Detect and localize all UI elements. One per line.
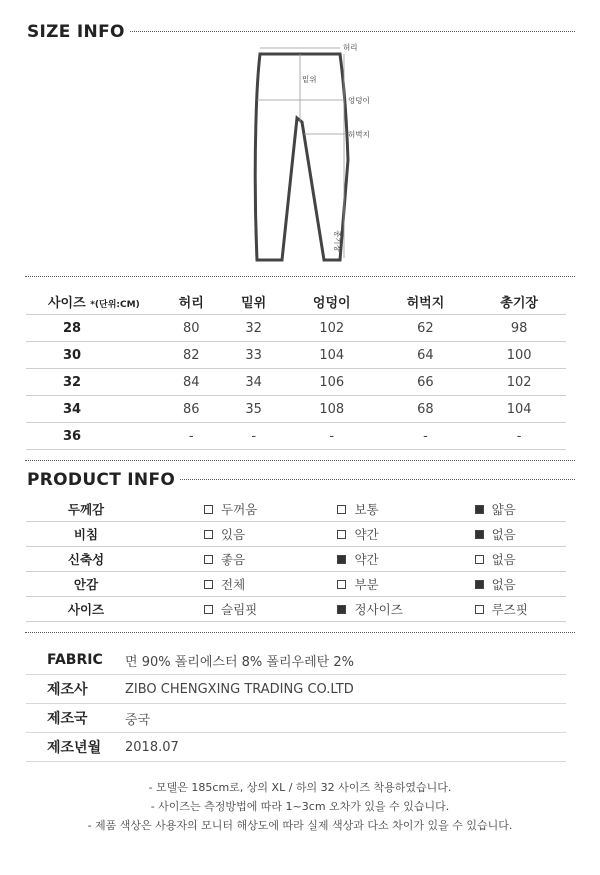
size-value: 34 — [26, 396, 160, 423]
option-label: 루즈핏 — [491, 602, 528, 617]
option-cell — [146, 497, 309, 522]
hip-header: 엉덩이 — [285, 288, 379, 315]
detail-row — [26, 704, 566, 733]
measurement-cell: - — [285, 423, 379, 450]
option-cell — [309, 497, 446, 522]
size-header-cell: 사이즈 *(단위:CM) — [26, 288, 160, 315]
measurement-cell: 66 — [379, 369, 473, 396]
attribute-label: 사이즈 — [26, 597, 146, 622]
checkbox-icon — [337, 530, 346, 539]
checkbox-icon — [204, 605, 213, 614]
option-cell — [447, 547, 566, 572]
detail-row — [26, 646, 566, 675]
option-cell — [447, 597, 566, 622]
size-row — [26, 342, 566, 369]
measurement-cell: 82 — [160, 342, 222, 369]
hip-label: 엉덩이 — [348, 96, 370, 105]
measurement-cell: 106 — [285, 369, 379, 396]
checked-box-icon — [475, 530, 484, 539]
size-value: 36 — [26, 423, 160, 450]
product-info-row — [26, 572, 566, 597]
option-cell — [146, 572, 309, 597]
checkbox-icon — [204, 555, 213, 564]
detail-key: 제조사 — [26, 675, 125, 704]
detail-row — [26, 733, 566, 762]
measurement-cell: 68 — [379, 396, 473, 423]
option-label: 약간 — [354, 527, 379, 542]
length-label: 총기장 — [333, 230, 342, 252]
checked-box-icon — [475, 580, 484, 589]
checked-box-icon — [337, 605, 346, 614]
size-row — [26, 396, 566, 423]
option-label: 좋음 — [221, 552, 246, 567]
product-info-row — [26, 522, 566, 547]
detail-value: ZIBO CHENGXING TRADING CO.LTD — [125, 675, 566, 704]
section-divider — [120, 31, 575, 32]
measurement-cell: 35 — [222, 396, 284, 423]
detail-row — [26, 675, 566, 704]
option-cell — [309, 597, 446, 622]
measurement-cell: 84 — [160, 369, 222, 396]
product-info-title: PRODUCT INFO — [27, 470, 179, 490]
notes — [0, 778, 600, 835]
attribute-label: 신축성 — [26, 547, 146, 572]
size-value: 28 — [26, 315, 160, 342]
size-row — [26, 369, 566, 396]
section-divider — [25, 276, 575, 277]
checkbox-icon — [337, 505, 346, 514]
product-details-table — [26, 646, 566, 762]
measurement-cell: 32 — [222, 315, 284, 342]
option-label: 있음 — [221, 527, 246, 542]
option-cell — [447, 572, 566, 597]
measurement-cell: 104 — [285, 342, 379, 369]
size-table — [26, 288, 566, 450]
detail-value: 면 90% 폴리에스터 8% 폴리우레탄 2% — [125, 646, 566, 675]
measurement-cell: - — [472, 423, 566, 450]
section-divider — [25, 460, 575, 461]
unit-label: *(단위:CM) — [90, 299, 140, 310]
waist-header: 허리 — [160, 288, 222, 315]
waist-label: 허리 — [343, 43, 358, 52]
rise-header: 밑위 — [222, 288, 284, 315]
note-line: - 제품 색상은 사용자의 모니터 해상도에 따라 실제 색상과 다소 차이가 있을 수 있습니다. — [87, 819, 513, 832]
size-row — [26, 423, 566, 450]
rise-label: 밑위 — [302, 75, 317, 84]
option-cell — [309, 572, 446, 597]
option-cell — [146, 597, 309, 622]
product-info-row — [26, 597, 566, 622]
section-divider — [165, 479, 575, 480]
measurement-cell: 104 — [472, 396, 566, 423]
attribute-label: 비침 — [26, 522, 146, 547]
length-header: 총기장 — [472, 288, 566, 315]
product-info-table — [26, 497, 566, 622]
checkbox-icon — [204, 505, 213, 514]
checkbox-icon — [475, 605, 484, 614]
size-value: 32 — [26, 369, 160, 396]
measurement-cell: 80 — [160, 315, 222, 342]
measurement-cell: - — [379, 423, 473, 450]
option-label: 부분 — [354, 577, 379, 592]
product-info-row — [26, 497, 566, 522]
measurement-cell: 33 — [222, 342, 284, 369]
measurement-cell: 108 — [285, 396, 379, 423]
measurement-cell: 34 — [222, 369, 284, 396]
note-line: - 사이즈는 측정방법에 따라 1~3cm 오차가 있을 수 있습니다. — [150, 800, 450, 813]
attribute-label: 안감 — [26, 572, 146, 597]
checkbox-icon — [475, 555, 484, 564]
detail-value: 중국 — [125, 704, 566, 733]
option-label: 보통 — [354, 502, 379, 517]
option-cell — [146, 522, 309, 547]
option-label: 약간 — [354, 552, 379, 567]
measurement-cell: 64 — [379, 342, 473, 369]
checkbox-icon — [337, 580, 346, 589]
attribute-label: 두께감 — [26, 497, 146, 522]
option-label: 없음 — [491, 577, 516, 592]
detail-key: 제조국 — [26, 704, 125, 733]
thigh-label: 허벅지 — [348, 130, 370, 139]
measurement-cell: 102 — [472, 369, 566, 396]
option-cell — [309, 522, 446, 547]
pants-measurement-diagram — [240, 40, 390, 265]
option-label: 없음 — [491, 527, 516, 542]
measurement-cell: 86 — [160, 396, 222, 423]
option-label: 얇음 — [491, 502, 516, 517]
checkbox-icon — [204, 580, 213, 589]
option-cell — [447, 522, 566, 547]
measurement-cell: 98 — [472, 315, 566, 342]
checked-box-icon — [337, 555, 346, 564]
size-value: 30 — [26, 342, 160, 369]
thigh-header: 허벅지 — [379, 288, 473, 315]
option-cell — [309, 547, 446, 572]
option-label: 두꺼움 — [221, 502, 258, 517]
measurement-cell: 100 — [472, 342, 566, 369]
measurement-cell: 102 — [285, 315, 379, 342]
option-label: 슬림핏 — [221, 602, 258, 617]
checked-box-icon — [475, 505, 484, 514]
option-label: 없음 — [491, 552, 516, 567]
detail-value: 2018.07 — [125, 733, 566, 762]
section-divider — [25, 632, 575, 633]
measurement-cell: 62 — [379, 315, 473, 342]
measurement-cell: - — [222, 423, 284, 450]
option-label: 정사이즈 — [354, 602, 403, 617]
note-line: - 모델은 185cm로, 상의 XL / 하의 32 사이즈 착용하였습니다. — [148, 781, 452, 794]
option-cell — [146, 547, 309, 572]
size-row — [26, 315, 566, 342]
measurement-cell: - — [160, 423, 222, 450]
size-info-title: SIZE INFO — [27, 22, 129, 42]
option-cell — [447, 497, 566, 522]
checkbox-icon — [204, 530, 213, 539]
size-table-header — [26, 288, 566, 315]
product-info-row — [26, 547, 566, 572]
option-label: 전체 — [221, 577, 246, 592]
detail-key: 제조년월 — [26, 733, 125, 762]
detail-key: FABRIC — [26, 646, 125, 675]
